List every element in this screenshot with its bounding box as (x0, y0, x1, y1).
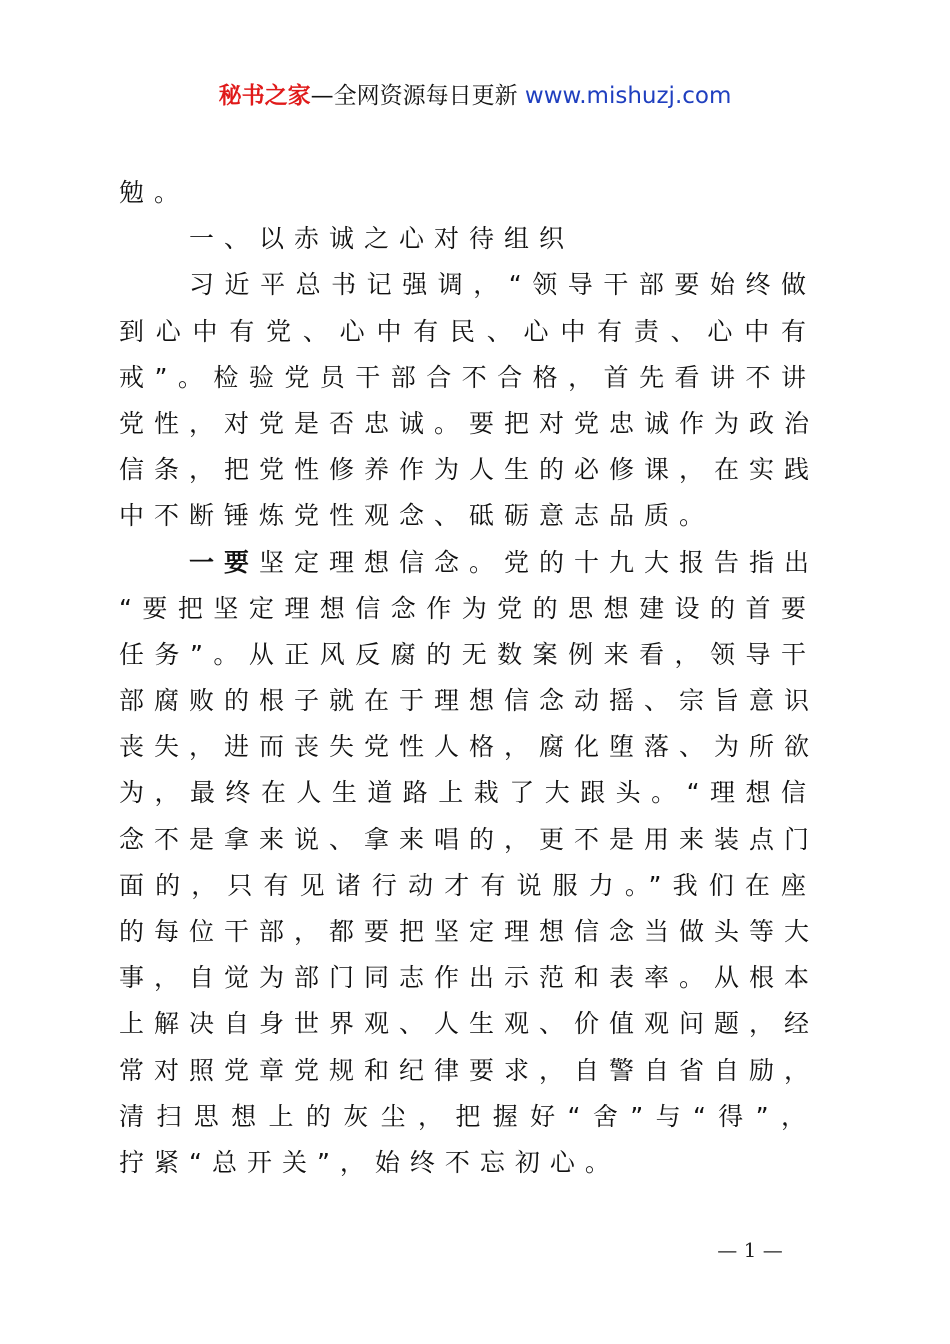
text-line: 常对照党章党规和纪律要求，自警自省自励， (119, 1055, 820, 1085)
text-line: 拧紧“总开关”，始终不忘初心。 (119, 1147, 620, 1177)
text-line: 党性，对党是否忠诚。要把对党忠诚作为政治 (119, 408, 820, 438)
text-line: 戒”。检验党员干部合不合格，首先看讲不讲 (119, 362, 816, 392)
page-number: — 1 — (717, 1238, 783, 1262)
site-url[interactable]: www.mishuzj.com (524, 83, 732, 109)
text-line: 到心中有党、心中有民、心中有责、心中有 (119, 316, 816, 346)
text-line: “要把坚定理想信念作为党的思想建设的首要 (119, 593, 816, 623)
text-line: 中不断锤炼党性观念、砥砺意志品质。 (119, 501, 715, 531)
text-line: 为，最终在人生道路上栽了大跟头。“理想信 (119, 778, 816, 808)
text-line: 的每位干部，都要把坚定理想信念当做头等大 (119, 917, 820, 946)
text-line: 勉。 (119, 178, 190, 207)
text-line: 面的，只有见诸行动才有说服力。”我们在座 (119, 870, 816, 900)
lead-text: 坚定理想信念。党的十九大报告指出 (259, 547, 820, 577)
text-line: 任务”。从正风反腐的无数案例来看，领导干 (119, 639, 816, 669)
paragraph-lead-line (119, 540, 820, 586)
text-line: 丧失，进而丧失党性人格，腐化堕落、为所欲 (119, 732, 820, 762)
section-heading: 一、以赤诚之心对待组织 (189, 224, 575, 254)
document-body (119, 170, 820, 1186)
text-line: 信条，把党性修养作为人生的必修课，在实践 (119, 455, 820, 485)
site-brand: 秘书之家 (218, 83, 311, 109)
site-header (0, 78, 950, 114)
text-line: 事，自觉为部门同志作出示范和表率。从根本 (119, 963, 820, 993)
text-line: 念不是拿来说、拿来唱的，更不是用来装点门 (119, 824, 820, 854)
site-tagline: —全网资源每日更新 (310, 83, 525, 109)
text-line: 上解决自身世界观、人生观、价值观问题，经 (119, 1009, 820, 1039)
text-line: 习近平总书记强调，“领导干部要始终做 (189, 270, 816, 300)
bold-lead: 一要 (189, 547, 260, 577)
text-line: 清扫思想上的灰尘，把握好“舍”与“得”， (119, 1101, 816, 1131)
text-line: 部腐败的根子就在于理想信念动摇、宗旨意识 (119, 686, 820, 716)
